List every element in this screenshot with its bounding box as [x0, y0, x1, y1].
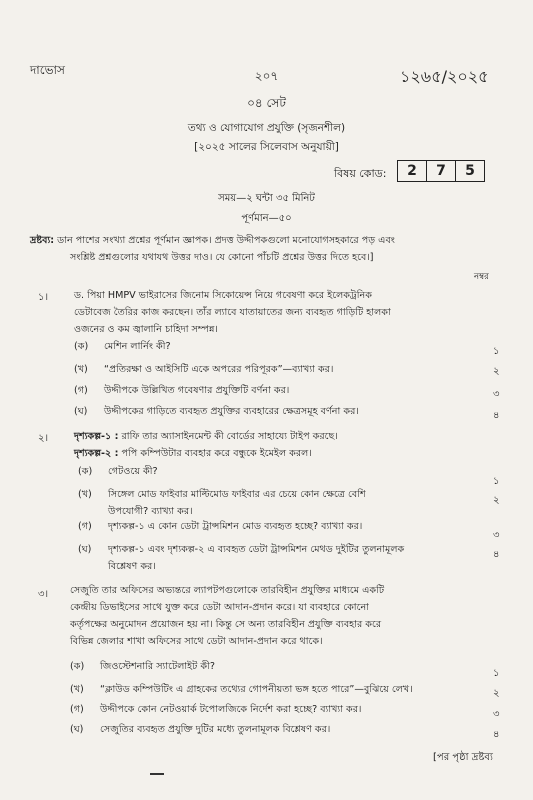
- subject-code-label: বিষয় কোড:: [334, 167, 387, 180]
- stem-line: কেন্দ্রীয় ডিভাইসের সাথে যুক্ত করে ডেটা আদান-প্রদান করে। যা ব্যবহারে কোনো: [70, 602, 369, 613]
- stem-line: ওজনের ও কম জ্বালানি চাহিদা সম্পন্ন।: [74, 324, 218, 335]
- sub-question: [74, 405, 359, 420]
- instruction-label: দ্রষ্টব্য:: [30, 235, 55, 246]
- mark-value: ৪: [493, 410, 500, 421]
- sub-label: (ঘ): [78, 544, 92, 555]
- question-stem: [74, 287, 494, 338]
- scenario-label: দৃশ্যকল্প-২ :: [74, 448, 119, 459]
- sub-label: (ঘ): [74, 406, 88, 417]
- sub-question: [74, 363, 333, 378]
- marks-header: নম্বর: [474, 272, 489, 282]
- sub-label: (ক): [70, 661, 85, 672]
- sub-label: (ঘ): [70, 724, 84, 735]
- subject-code-box: [397, 160, 485, 182]
- sub-question: [70, 703, 361, 718]
- scenario-label: দৃশ্যকল্প-১ :: [74, 431, 119, 442]
- sub-text: “প্রতিরক্ষা ও আইসিটি একে অপরের পরিপূরক”—ব্যাখ্যা কর।: [104, 364, 334, 375]
- sub-text: “ক্লাউড কম্পিউটিং এ গ্রাহকের তথ্যের গোপনীয়তা ভঙ্গ হতে পারে”—বুঝিয়ে লেখ।: [100, 684, 413, 695]
- next-page-note: [পর পৃষ্ঠা দ্রষ্টব্য: [433, 752, 493, 763]
- sub-question: [70, 723, 330, 738]
- sub-label: (গ): [74, 385, 88, 396]
- sub-text: উদ্দীপকের গাড়িতে ব্যবহৃত প্রযুক্তির ব্যবহারের ক্ষেত্রসমূহ বর্ণনা কর।: [104, 406, 359, 417]
- sub-question: [74, 384, 289, 399]
- stem-line: কর্তৃপক্ষের অনুমোদন প্রয়োজন হয় না। কিন্তু সে অন্য তারবিহীন প্রযুক্তি ব্যবহার করে: [70, 619, 382, 630]
- mark-value: ৩: [493, 530, 500, 541]
- exam-code-number: ১২৬৫/২০২৫: [400, 67, 489, 86]
- sub-text: সেজুতির ব্যবহৃত প্রযুক্তি দুটির মধ্যে তুলনামূলক বিশ্লেষণ কর।: [100, 724, 331, 735]
- mark-value: ২: [493, 366, 500, 377]
- code-digit: 5: [455, 161, 484, 181]
- scenario-text: রাফি তার অ্যাসাইনমেন্ট কী বোর্ডের সাহায্যে টাইপ করছে।: [121, 431, 338, 442]
- instruction-text: ডান পাশের সংখ্যা প্রশ্নের পূর্ণমান জ্ঞাপক। প্রদত্ত উদ্দীপকগুলো মনোযোগসহকারে পড় এবং: [57, 235, 395, 246]
- stem-line: ড. পিয়া HMPV ভাইরাসের জিনোম সিকোয়েন্স নিয়ে গবেষণা করে ইলেকট্রনিক: [74, 290, 372, 301]
- stem-line: বিভিন্ন জেলার শাখা অফিসের সাথে ডেটা আদান-প্রদান করে থাকে।: [70, 636, 323, 647]
- sub-text: বিশ্লেষণ কর।: [108, 561, 156, 572]
- page-number: ২০৭: [254, 69, 279, 83]
- institution-name: দাভোস: [30, 63, 65, 77]
- code-digit: 7: [426, 161, 455, 181]
- set-label: ০৪ সেট: [247, 96, 286, 110]
- sub-text: গেটওয়ে কী?: [108, 466, 158, 477]
- question-number: ৩।: [38, 589, 49, 600]
- sub-label: (খ): [78, 489, 92, 500]
- sub-question: [78, 541, 404, 575]
- sub-question: [78, 465, 158, 480]
- stem-line: সেজুতি তার অফিসের অভ্যন্তরে ল্যাপটপগুলোকে তারবিহীন প্রযুক্তির মাধ্যমে একটি: [70, 585, 385, 596]
- mark-value: ২: [493, 495, 500, 506]
- mark-value: ১: [493, 476, 500, 487]
- exam-time: সময়—২ ঘন্টা ৩৫ মিনিট: [218, 193, 315, 204]
- sub-label: (খ): [70, 684, 84, 695]
- sub-question: [78, 520, 362, 535]
- sub-text: জিওস্টেশনারি স্যাটেলাইট কী?: [100, 661, 215, 672]
- mark-value: ৪: [493, 549, 500, 560]
- sub-text: দৃশ্যকল্প-১ এবং দৃশ্যকল্প-২ এ ব্যবহৃত ডেটা ট্রান্সমিশন মেথড দুইটির তুলনামূলক: [108, 544, 405, 555]
- mark-dash: [150, 773, 164, 775]
- sub-text: উপযোগী? ব্যাখ্যা কর।: [108, 506, 193, 517]
- question-number: ২।: [38, 433, 49, 444]
- instruction: [30, 232, 510, 266]
- full-marks: পূর্ণমান—৫০: [241, 213, 292, 224]
- instruction-text: সংশ্লিষ্ট প্রশ্নগুলোর যথাযথ উত্তর দাও। যে কোনো পাঁচটি প্রশ্নের উত্তর দিতে হবে।]: [70, 252, 374, 263]
- question-stem: [70, 582, 495, 650]
- mark-value: ১: [493, 668, 500, 679]
- sub-question: [78, 486, 366, 520]
- stem-line: ডেটাবেজ তৈরির কাজ করছেন। তাঁর ল্যাবে যাতায়াতের জন্য ব্যবহৃত গাড়িটি হালকা: [74, 307, 391, 318]
- sub-text: সিঙ্গেল মোড ফাইবার মাল্টিমোড ফাইবার এর চেয়ে কোন ক্ষেত্রে বেশি: [108, 489, 366, 500]
- sub-label: (গ): [70, 704, 84, 715]
- sub-question: [70, 660, 215, 675]
- code-digit: 2: [407, 163, 417, 179]
- mark-value: ১: [493, 346, 500, 357]
- mark-value: ৪: [493, 729, 500, 740]
- sub-label: (গ): [78, 521, 92, 532]
- scenario: [74, 428, 494, 462]
- mark-value: ৩: [493, 389, 500, 400]
- sub-label: (ক): [78, 466, 93, 477]
- sub-text: উদ্দীপকে উল্লিখিত গবেষণার প্রযুক্তিটি বর্ণনা কর।: [104, 385, 290, 396]
- question-number: ১।: [38, 292, 49, 303]
- mark-value: ২: [493, 688, 500, 699]
- sub-label: (ক): [74, 341, 89, 352]
- sub-text: মেশিন লার্নিং কী?: [104, 341, 171, 352]
- sub-label: (খ): [74, 364, 88, 375]
- sub-text: উদ্দীপকে কোন নেটওয়ার্ক টপোলজিকে নির্দেশ করা হচ্ছে? ব্যাখ্যা কর।: [100, 704, 362, 715]
- mark-value: ৩: [493, 709, 500, 720]
- sub-question: [70, 683, 413, 698]
- syllabus-note: [২০২৫ সালের সিলেবাস অনুযায়ী]: [194, 141, 339, 153]
- sub-text: দৃশ্যকল্প-১ এ কোন ডেটা ট্রান্সমিশন মোড ব্যবহৃত হচ্ছে? ব্যাখ্যা কর।: [108, 521, 363, 532]
- sub-question: [74, 340, 171, 355]
- scenario-text: পপি কম্পিউটার ব্যবহার করে বন্ধুকে ইমেইল করল।: [121, 448, 312, 459]
- subject-title: তথ্য ও যোগাযোগ প্রযুক্তি (সৃজনশীল): [187, 122, 346, 134]
